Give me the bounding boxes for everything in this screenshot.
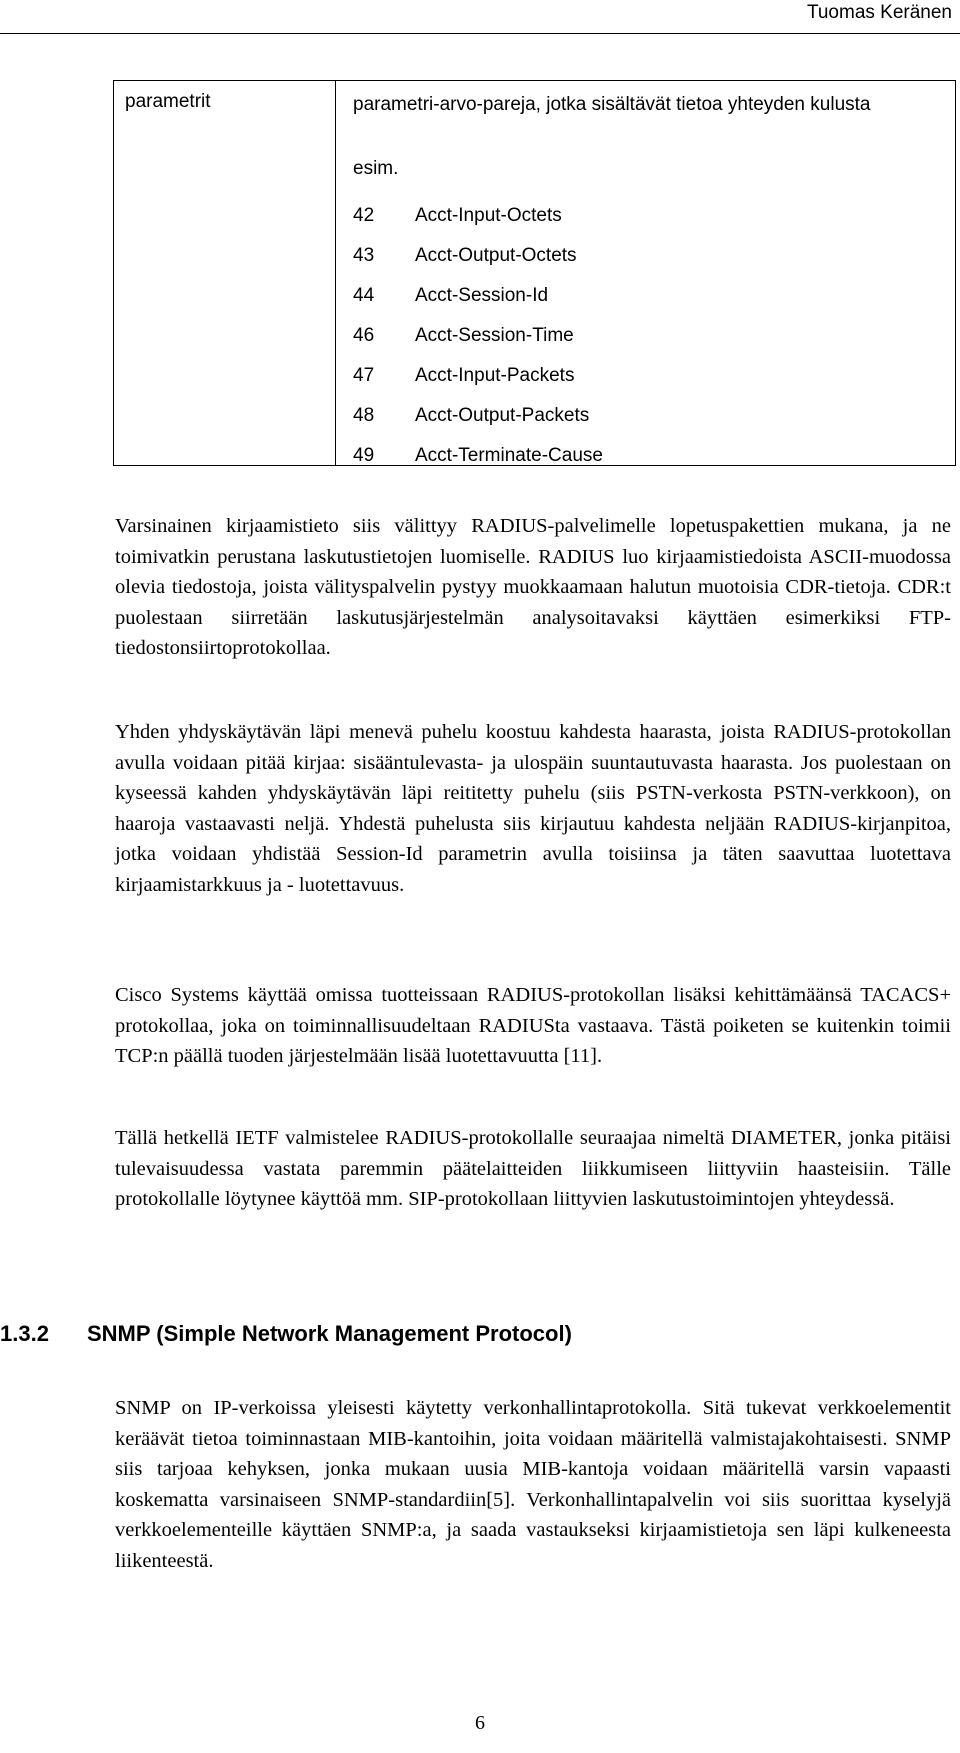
paragraph-snmp: SNMP on IP-verkoissa yleisesti käytetty verkonhallintaprotokolla. Sitä tukevat verkkoelementit keräävät tietoa toiminnastaan MIB-kantoihin, joita voidaan määritellä valmistajakohtaisesti. SNMP siis tarjoaa kehyksen, jonka mukaan uusia MIB-kantoja voidaan määritellä varsin vapaasti koskematta varsinaiseen SNMP-standardiin[5]. Verkonhallintapalvelin voi siis suorittaa kyselyjä verkkoelementeille käyttäen SNMP:a, ja saada vastaukseksi kirjaamistietoja sen läpi kulkeneesta liikenteestä. xyxy=(115,1397,951,1572)
attribute-row xyxy=(353,316,603,356)
attribute-row xyxy=(353,236,603,276)
attribute-number: 47 xyxy=(353,365,375,386)
attribute-row xyxy=(353,356,603,396)
attribute-number: 43 xyxy=(353,245,375,266)
running-header-author: Tuomas Keränen xyxy=(806,2,952,23)
page-number: 6 xyxy=(475,1712,485,1734)
parameter-name-cell: parametrit xyxy=(125,91,211,112)
paragraph-call-legs: Yhden yhdyskäytävän läpi menevä puhelu koostuu kahdesta haarasta, joista RADIUS-protokollan avulla voidaan pitää kirjaa: sisääntulevasta- ja ulospäin suuntautuvasta haarasta. Jos puolestaan on kyseessä kahden yhdyskäytävän läpi reititetty puhelu (siis PSTN-verkosta PSTN-verkkoon), on haaroja vastaavasti neljä. Yhdestä puhelusta siis kirjautuu kahdesta neljään RADIUS-kirjanpitoa, jotka voidaan yhdistää Session-Id parametrin avulla toisiinsa ja täten saavuttaa luotettava kirjaamistarkkuus ja - luotettavuus. xyxy=(115,721,951,896)
section-title: SNMP (Simple Network Management Protocol) xyxy=(87,1321,572,1346)
section-heading xyxy=(0,1321,572,1347)
attribute-number: 49 xyxy=(353,445,375,466)
attribute-name: Acct-Session-Time xyxy=(415,325,574,346)
attribute-row xyxy=(353,276,603,316)
paragraph-cisco-tacacs: Cisco Systems käyttää omissa tuotteissaan RADIUS-protokollan lisäksi kehittämäänsä TACACS+ protokollaa, joka on toiminnallisuudeltaan RADIUSta vastaava. Tästä poiketen se kuitenkin toimii TCP:n päällä tuoden järjestelmään lisää luotettavuutta [11]. xyxy=(115,984,951,1067)
attribute-name: Acct-Output-Octets xyxy=(415,245,577,266)
header-rule xyxy=(0,33,960,34)
paragraph-diameter: Tällä hetkellä IETF valmistelee RADIUS-protokollalle seuraajaa nimeltä DIAMETER, jonka pitäisi tulevaisuudessa vastata paremmin päätelaitteiden liikkumiseen liittyviin haasteisiin. Tälle protokollalle löytynee käyttöä mm. SIP-protokollaan liittyvien laskutustoimintojen yhteydessä. xyxy=(115,1127,951,1210)
example-label: esim. xyxy=(353,158,399,179)
attribute-name: Acct-Session-Id xyxy=(415,285,549,306)
attribute-name: Acct-Terminate-Cause xyxy=(415,445,603,466)
attribute-number: 44 xyxy=(353,285,375,306)
attribute-number: 48 xyxy=(353,405,375,426)
parameter-table xyxy=(113,80,956,466)
table-column-divider xyxy=(335,81,336,465)
attribute-row xyxy=(353,396,603,436)
attribute-name: Acct-Input-Packets xyxy=(415,365,575,386)
attribute-list xyxy=(353,196,603,476)
attribute-name: Acct-Input-Octets xyxy=(415,205,562,226)
attribute-number: 46 xyxy=(353,325,375,346)
attribute-row xyxy=(353,436,603,476)
attribute-number: 42 xyxy=(353,205,375,226)
parameter-description-cell: parametri-arvo-pareja, jotka sisältävät tietoa yhteyden kulusta xyxy=(353,94,871,115)
attribute-row xyxy=(353,196,603,236)
paragraph-accounting-data: Varsinainen kirjaamistieto siis välittyy RADIUS-palvelimelle lopetuspakettien mukana, ja ne toimivatkin perustana laskutustietojen luomiselle. RADIUS luo kirjaamistiedoista ASCII-muodossa olevia tiedostoja, joista välityspalvelin pystyy muokkaamaan halutun muotoisia CDR-tietoja. CDR:t puolestaan siirretään laskutusjärjestelmän analysoitavaksi käyttäen esimerkiksi FTP-tiedostonsiirtoprotokollaa. xyxy=(115,515,951,659)
section-number: 1.3.2 xyxy=(0,1321,49,1346)
attribute-name: Acct-Output-Packets xyxy=(415,405,590,426)
